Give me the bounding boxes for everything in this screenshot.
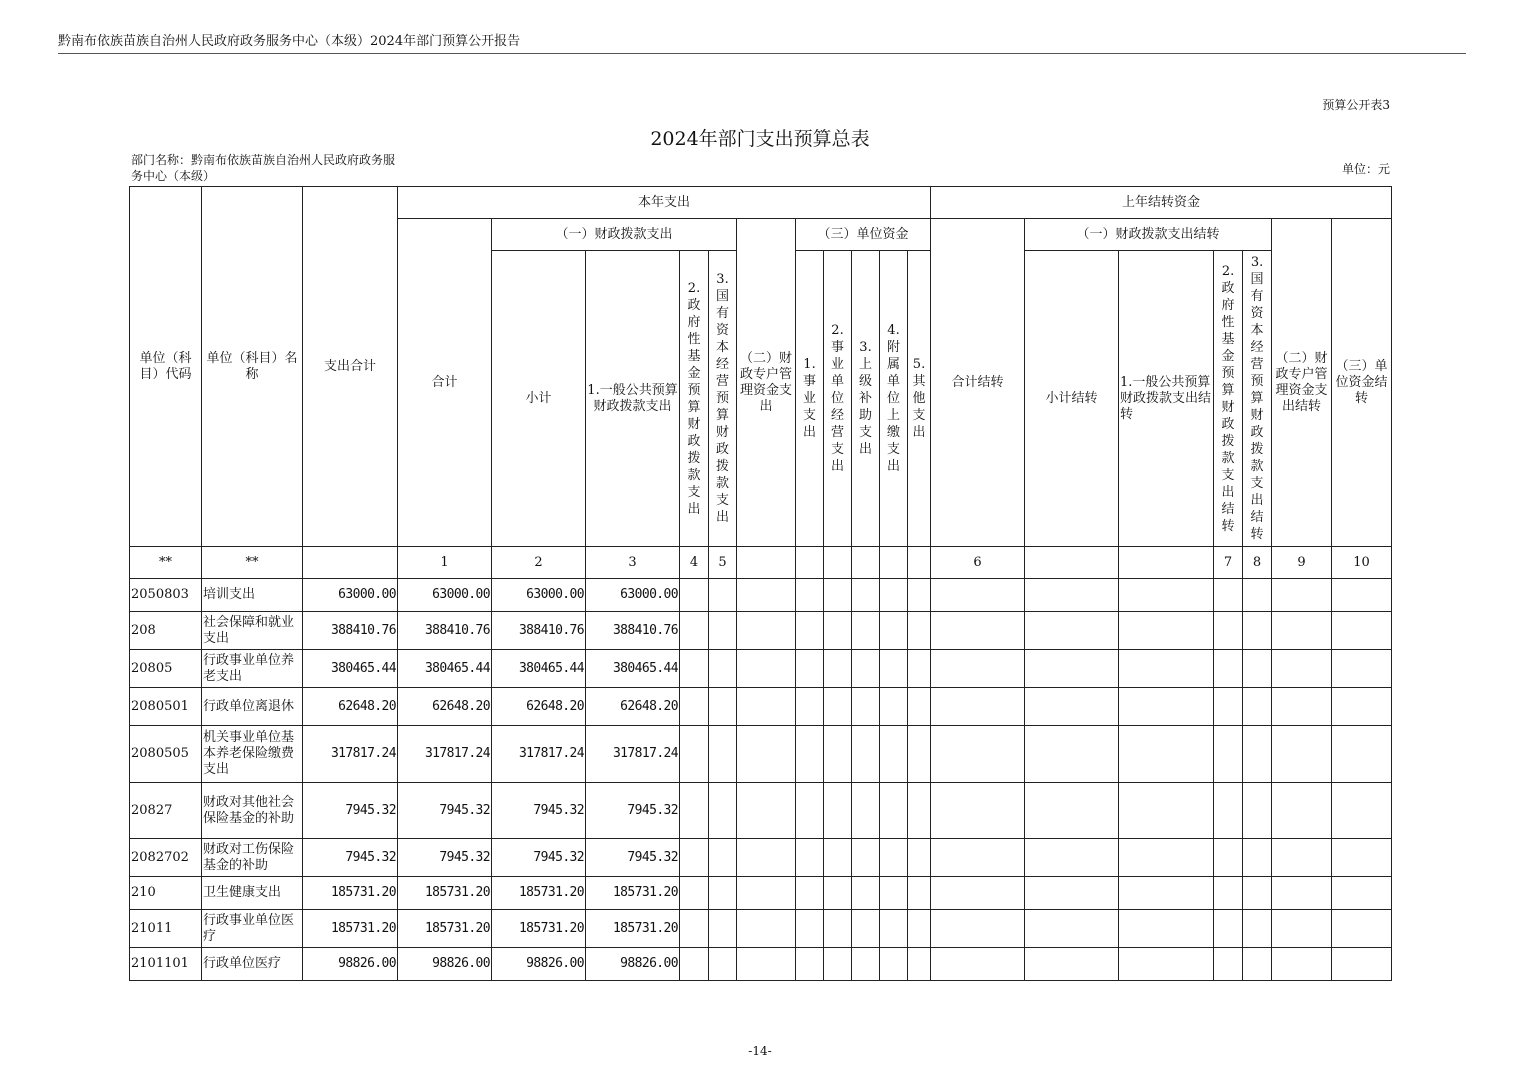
row-total: 63000.00 [303, 579, 398, 612]
row-xiaoji: 7945.32 [492, 783, 586, 839]
index-cell: 4 [680, 547, 709, 579]
index-cell: 8 [1243, 547, 1272, 579]
row-name: 机关事业单位基本养老保险缴费支出 [202, 726, 303, 783]
row-general: 185731.20 [586, 910, 680, 948]
budget-table [129, 186, 1392, 981]
row-code: 2050803 [130, 579, 202, 612]
col-code-header: 单位（科目）代码 [130, 187, 202, 547]
row-xiaoji: 317817.24 [492, 726, 586, 783]
index-cell: 1 [398, 547, 492, 579]
row-heji: 317817.24 [398, 726, 492, 783]
row-total: 185731.20 [303, 877, 398, 910]
index-cell [824, 547, 852, 579]
row-total: 185731.20 [303, 910, 398, 948]
row-heji: 7945.32 [398, 839, 492, 877]
row-heji: 388410.76 [398, 612, 492, 650]
index-cell [1025, 547, 1119, 579]
row-name: 行政单位离退休 [202, 688, 303, 726]
row-code: 21011 [130, 910, 202, 948]
row-general: 62648.20 [586, 688, 680, 726]
col-prev-gov-fund-header: 2.政府性基金预算财政拨款支出结转 [1221, 263, 1235, 534]
row-general: 7945.32 [586, 839, 680, 877]
col-special-header: （二）财政专户管理资金支出 [737, 219, 796, 547]
row-name: 社会保障和就业支出 [202, 612, 303, 650]
row-xiaoji: 380465.44 [492, 650, 586, 688]
col-prev-heji-header: 合计结转 [931, 219, 1025, 547]
row-code: 208 [130, 612, 202, 650]
row-code: 20827 [130, 783, 202, 839]
col-heji-header: 合计 [398, 219, 492, 547]
row-total: 317817.24 [303, 726, 398, 783]
table-row [130, 910, 1392, 948]
current-year-header: 本年支出 [398, 187, 931, 219]
col-prev-xiaoji-header: 小计结转 [1025, 251, 1119, 547]
row-general: 98826.00 [586, 948, 680, 981]
page-number: -14- [748, 1044, 772, 1058]
col-total-header: 支出合计 [303, 187, 398, 547]
index-cell [796, 547, 824, 579]
row-heji: 185731.20 [398, 877, 492, 910]
col-prev-special-header: （二）财政专户管理资金支出结转 [1272, 219, 1332, 547]
col-u2-header: 2.事业单位经营支出 [830, 323, 844, 474]
index-cell: 10 [1332, 547, 1392, 579]
index-cell [737, 547, 796, 579]
fiscal-header: （一）财政拨款支出 [492, 219, 737, 251]
index-cell [303, 547, 398, 579]
row-name: 行政单位医疗 [202, 948, 303, 981]
row-code: 210 [130, 877, 202, 910]
table-row [130, 948, 1392, 981]
col-prev-general-header: 1.一般公共预算财政拨款支出结转 [1119, 251, 1214, 547]
row-name: 财政对工伤保险基金的补助 [202, 839, 303, 877]
row-code: 20805 [130, 650, 202, 688]
row-xiaoji: 63000.00 [492, 579, 586, 612]
col-u5-header: 5.其他支出 [912, 357, 926, 440]
index-cell [1119, 547, 1214, 579]
index-cell: 2 [492, 547, 586, 579]
row-code: 2080505 [130, 726, 202, 783]
col-u3-header: 3.上级补助支出 [858, 340, 872, 457]
index-cell: 9 [1272, 547, 1332, 579]
col-u4-header: 4.附属单位上缴支出 [886, 323, 900, 474]
row-xiaoji: 62648.20 [492, 688, 586, 726]
index-cell [852, 547, 880, 579]
row-name: 行政事业单位医疗 [202, 910, 303, 948]
unit-funds-header: （三）单位资金 [796, 219, 931, 251]
prev-year-header: 上年结转资金 [931, 187, 1392, 219]
row-xiaoji: 7945.32 [492, 839, 586, 877]
row-name: 培训支出 [202, 579, 303, 612]
index-cell: 5 [709, 547, 737, 579]
row-code: 2082702 [130, 839, 202, 877]
col-u1-header: 1.事业支出 [802, 357, 816, 440]
row-code: 2101101 [130, 948, 202, 981]
table-row [130, 612, 1392, 650]
col-xiaoji-header: 小计 [492, 251, 586, 547]
row-heji: 380465.44 [398, 650, 492, 688]
row-heji: 185731.20 [398, 910, 492, 948]
row-general: 63000.00 [586, 579, 680, 612]
index-cell: 3 [586, 547, 680, 579]
table-row [130, 783, 1392, 839]
row-xiaoji: 388410.76 [492, 612, 586, 650]
table-row [130, 839, 1392, 877]
table-number: 预算公开表3 [1322, 98, 1390, 112]
row-xiaoji: 98826.00 [492, 948, 586, 981]
row-code: 2080501 [130, 688, 202, 726]
row-general: 380465.44 [586, 650, 680, 688]
row-heji: 62648.20 [398, 688, 492, 726]
row-xiaoji: 185731.20 [492, 877, 586, 910]
index-cell: 6 [931, 547, 1025, 579]
row-total: 62648.20 [303, 688, 398, 726]
index-cell [908, 547, 931, 579]
table-row [130, 726, 1392, 783]
index-cell [880, 547, 908, 579]
unit-label: 单位：元 [1341, 162, 1390, 176]
report-header: 黔南布依族苗族自治州人民政府政务服务中心（本级）2024年部门预算公开报告 [58, 34, 521, 49]
department-label: 部门名称：黔南布依族苗族自治州人民政府政务服务中心（本级） [131, 153, 396, 183]
table-row [130, 688, 1392, 726]
row-heji: 7945.32 [398, 783, 492, 839]
row-general: 185731.20 [586, 877, 680, 910]
row-name: 财政对其他社会保险基金的补助 [202, 783, 303, 839]
row-total: 7945.32 [303, 839, 398, 877]
row-name: 卫生健康支出 [202, 877, 303, 910]
row-heji: 98826.00 [398, 948, 492, 981]
col-gov-fund-header: 2.政府性基金预算财政拨款支出 [687, 280, 701, 517]
index-cell: ** [202, 547, 303, 579]
row-general: 7945.32 [586, 783, 680, 839]
row-general: 388410.76 [586, 612, 680, 650]
col-prev-unit-header: （三）单位资金结转 [1332, 219, 1392, 547]
index-row [130, 547, 1392, 579]
row-general: 317817.24 [586, 726, 680, 783]
header-divider [58, 53, 1466, 54]
table-row [130, 650, 1392, 688]
table-title: 2024年部门支出预算总表 [650, 128, 870, 150]
index-cell: ** [130, 547, 202, 579]
col-name-header: 单位（科目）名称 [202, 187, 303, 547]
col-prev-state-capital-header: 3.国有资本经营预算财政拨款支出结转 [1250, 255, 1264, 542]
index-cell: 7 [1214, 547, 1243, 579]
row-xiaoji: 185731.20 [492, 910, 586, 948]
col-general-header: 1.一般公共预算财政拨款支出 [586, 251, 680, 547]
row-total: 98826.00 [303, 948, 398, 981]
table-row [130, 877, 1392, 910]
row-heji: 63000.00 [398, 579, 492, 612]
row-total: 388410.76 [303, 612, 398, 650]
row-total: 7945.32 [303, 783, 398, 839]
prev-fiscal-header: （一）财政拨款支出结转 [1025, 219, 1272, 251]
col-state-capital-header: 3.国有资本经营预算财政拨款支出 [715, 272, 729, 525]
table-row [130, 579, 1392, 612]
row-name: 行政事业单位养老支出 [202, 650, 303, 688]
row-total: 380465.44 [303, 650, 398, 688]
